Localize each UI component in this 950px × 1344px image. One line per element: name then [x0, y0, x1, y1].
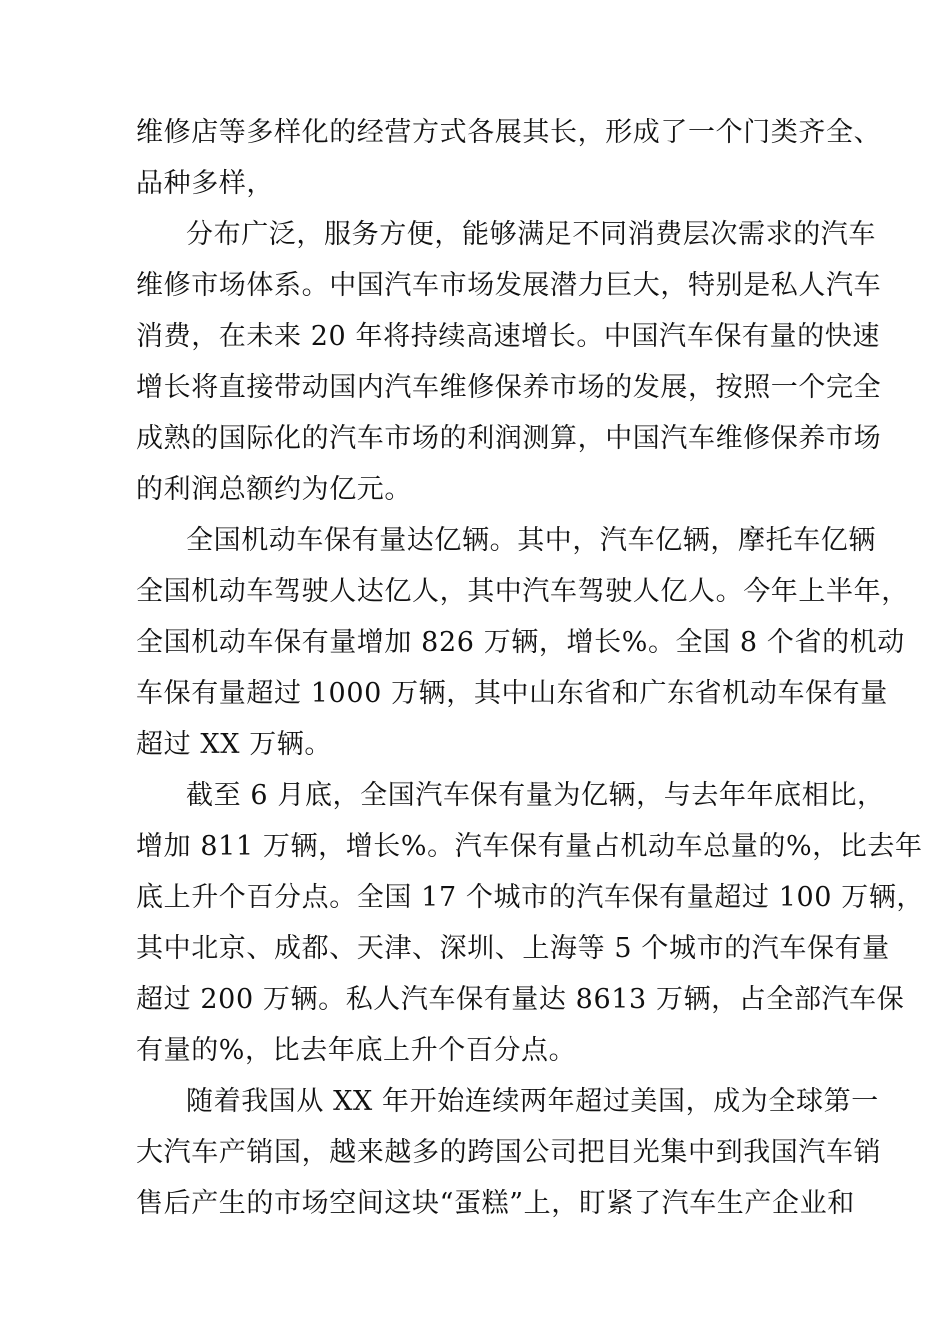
text-line: 超过 XX 万辆。: [136, 729, 333, 760]
text-line: 大汽车产销国，越来越多的跨国公司把目光集中到我国汽车销: [136, 1137, 882, 1168]
text-line: 消费，在未来 20 年将持续高速增长。中国汽车保有量的快速: [136, 321, 880, 352]
text-line: 品种多样，: [136, 168, 274, 199]
text-line: 成熟的国际化的汽车市场的利润测算，中国汽车维修保养市场: [136, 423, 882, 454]
text-line: 维修市场体系。中国汽车市场发展潜力巨大，特别是私人汽车: [136, 270, 882, 301]
paragraph-start-line: 全国机动车保有量达亿辆。其中，汽车亿辆，摩托车亿辆: [186, 525, 876, 556]
text-line: 全国机动车保有量增加 826 万辆，增长%。全国 8 个省的机动: [136, 627, 905, 658]
text-line: 全国机动车驾驶人达亿人，其中汽车驾驶人亿人。今年上半年，: [136, 576, 909, 607]
text-line: 增长将直接带动国内汽车维修保养市场的发展，按照一个完全: [136, 372, 882, 403]
text-line: 增加 811 万辆，增长%。汽车保有量占机动车总量的%，比去年: [136, 831, 923, 862]
text-line: 车保有量超过 1000 万辆，其中山东省和广东省机动车保有量: [136, 678, 888, 709]
text-line: 其中北京、成都、天津、深圳、上海等 5 个城市的汽车保有量: [136, 933, 890, 964]
text-line: 售后产生的市场空间这块“蛋糕”上，盯紧了汽车生产企业和: [136, 1188, 855, 1219]
paragraph-start-line: 截至 6 月底，全国汽车保有量为亿辆，与去年年底相比，: [186, 780, 885, 811]
paragraph-start-line: 随着我国从 XX 年开始连续两年超过美国，成为全球第一: [186, 1086, 879, 1117]
text-line: 底上升个百分点。全国 17 个城市的汽车保有量超过 100 万辆，: [136, 882, 925, 913]
paragraph-start-line: 分布广泛，服务方便，能够满足不同消费层次需求的汽车: [186, 219, 876, 250]
text-line: 超过 200 万辆。私人汽车保有量达 8613 万辆，占全部汽车保: [136, 984, 905, 1015]
text-line: 的利润总额约为亿元。: [136, 474, 412, 505]
text-line: 有量的%，比去年底上升个百分点。: [136, 1035, 577, 1066]
text-line: 维修店等多样化的经营方式各展其长，形成了一个门类齐全、: [136, 117, 882, 148]
